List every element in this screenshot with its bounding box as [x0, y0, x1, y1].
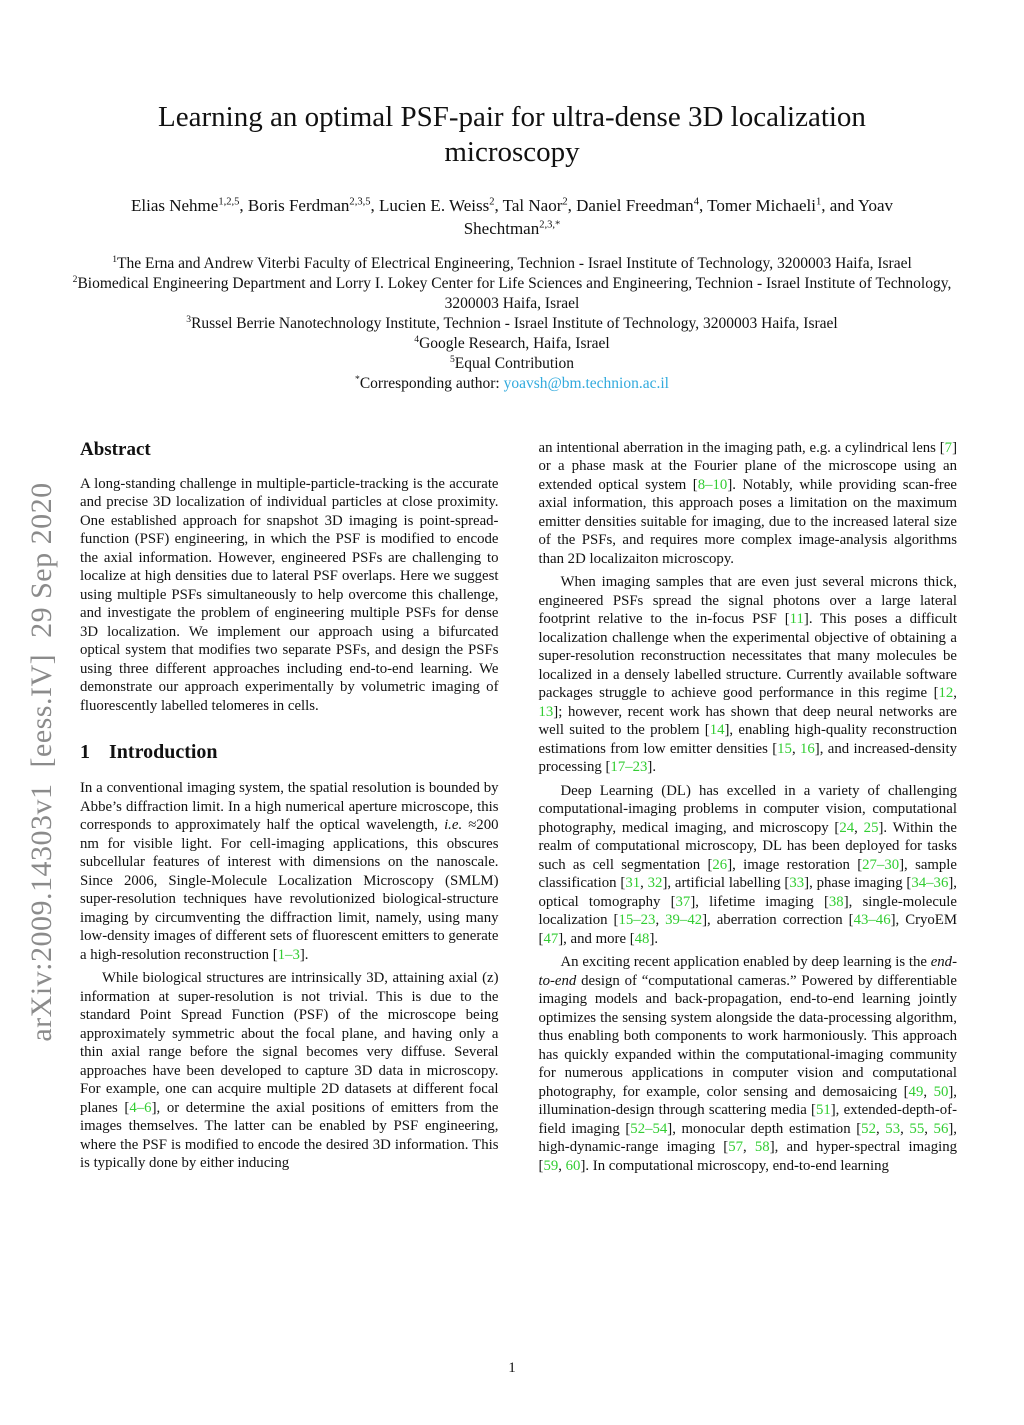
- author-affiliation-sup: 2,3,*: [539, 219, 561, 231]
- citation-link[interactable]: 12: [938, 685, 954, 702]
- citation-link[interactable]: 38: [828, 893, 844, 910]
- corresponding-author-email-link[interactable]: yoavsh@bm.technion.ac.il: [503, 375, 669, 393]
- author-affiliation-sup: 2,3,5: [349, 196, 371, 208]
- citation-link[interactable]: 52–54: [630, 1120, 668, 1137]
- paragraph: In a conventional imaging system, the spatial resolution is bounded by Abbe’s diffraction limit. In a high numerical aperture microscope, this corresponds to approximately half the optical wavelength, i.e. ≈200 nm for visible light. For cell-imaging applications, this obscures subcellular features of interest with dimensions on the nanoscale. Since 2006, Single-Molecule Localization Microscopy (SMLM) super-resolution techniques have revolutionized biological-structure imaging by circumventing the diffraction limit, namely, using many low-density images of different sets of fluorescent emitters to generate a high-resolution reconstruction [1–3].: [80, 780, 499, 963]
- citation-link[interactable]: 55: [909, 1120, 925, 1137]
- author-name: Elias Nehme$^{1,2,5}$: [130, 195, 240, 215]
- author-affiliation-sup: 1: [815, 196, 822, 208]
- citation-link[interactable]: 4–6: [129, 1099, 152, 1116]
- citation-link[interactable]: 26: [712, 856, 728, 873]
- author-line: [82, 195, 942, 241]
- author-name: , Tomer Michaeli$^1$: [698, 195, 822, 215]
- paragraph: Deep Learning (DL) has excelled in a variety of challenging computational-imaging problems in computer vision, computational photography, medical imaging, and microscopy [24, 25]. Within the realm of computational microscopy, DL has been deployed for tasks such as cell segmentation [26], image restoration [27–30], sample classification [31, 32], artificial labelling [33], phase imaging [34–36], optical tomography [37], lifetime imaging [38], single-molecule localization [15–23, 39–42], aberration correction [43–46], CryoEM [47], and more [48].: [538, 782, 957, 947]
- citation-link[interactable]: 48: [634, 930, 650, 947]
- author-name: , Tal Naor$^2$: [494, 195, 568, 215]
- author-name: , and Yoav Shechtman$^{2,3,*}$: [463, 195, 894, 238]
- left-column: [80, 439, 499, 1181]
- right-column: [539, 439, 958, 1181]
- author-affiliation-sup: 2: [562, 196, 568, 208]
- affiliation-line: $^5$Equal Contribution: [449, 354, 575, 373]
- citation-link[interactable]: 56: [933, 1120, 949, 1137]
- citation-link[interactable]: 8–10: [697, 476, 728, 493]
- citation-link[interactable]: 57: [728, 1139, 744, 1156]
- citation-link[interactable]: 51: [815, 1102, 831, 1119]
- citation-link[interactable]: 53: [885, 1120, 901, 1137]
- citation-link[interactable]: 32: [647, 875, 663, 892]
- paragraph: an intentional aberration in the imaging path, e.g. a cylindrical lens [7] or a phase mask at the Fourier plane of the microscope using an extended optical system [8–10]. Notably, while providing scan-free axial information, this approach poses a limitation on the maximum emitter densities suitable for imaging, due to the increased lateral size of the PSFs, and requires more complex image-analysis algorithms than 2D localizaiton microscopy.: [538, 439, 957, 567]
- citation-link[interactable]: 60: [565, 1157, 581, 1174]
- citation-link[interactable]: 39–42: [665, 912, 703, 929]
- affiliation-line: $^2$Biomedical Engineering Department and Lorry I. Lokey Center for Life Sciences and Engineering, Technion - Israel Institute of Technology, 3200003 Haifa, Israel: [72, 273, 952, 312]
- citation-link[interactable]: 25: [863, 819, 879, 836]
- citation-link[interactable]: 33: [789, 875, 805, 892]
- two-column-body: [0, 439, 1024, 1181]
- paragraph: When imaging samples that are even just several microns thick, engineered PSFs spread the signal photons over a large lateral footprint relative to the in-focus PSF [11]. This poses a difficult localization challenge when the experimental objective of obtaining a super-resolution reconstruction necessitates that many molecules be localized in a densely labelled structure. Currently available software packages struggle to achieve good performance in this regime [12, 13]; however, recent work has shown that deep neural networks are well suited to the problem [14], enabling high-quality reconstruction estimations from low emitter densities [15, 16], and increased-density processing [17–23].: [538, 574, 957, 776]
- citation-link[interactable]: 27–30: [862, 856, 900, 873]
- section-heading-introduction: 1 Introduction: [80, 741, 218, 764]
- citation-link[interactable]: 52: [861, 1120, 876, 1137]
- citation-link[interactable]: 50: [933, 1083, 949, 1100]
- paper-page: [0, 100, 1024, 1425]
- citation-link[interactable]: 43–46: [853, 912, 891, 929]
- page-number: 1: [508, 1360, 516, 1376]
- affiliations-block: [62, 254, 962, 395]
- abstract-heading: Abstract: [80, 438, 151, 460]
- citation-link[interactable]: 15: [777, 740, 792, 757]
- citation-link[interactable]: 47: [543, 930, 559, 947]
- affiliation-line: $^1$The Erna and Andrew Viterbi Faculty of Electrical Engineering, Technion - Israel Institute of Technology, 3200003 Haifa, Israel: [112, 253, 912, 272]
- author-affiliation-sup: 4: [693, 196, 699, 208]
- paragraph: While biological structures are intrinsically 3D, attaining axial (z) information at super-resolution is not trivial. This is due to the standard Point Spread Function (PSF) of the microscope being approximately symmetric about the focal plane, and having only a thin axial range before the signal becomes very diffuse. Several approaches have been developed to capture 3D data in microscopy. For example, one can acquire multiple 2D datasets at different focal planes [4–6], or determine the axial positions of emitters from the images themselves. The latter can be enabled by PSF engineering, where the PSF is modified to encode the desired 3D information. This is typically done by either inducing: [80, 970, 499, 1172]
- arxiv-watermark: arXiv:2009.14303v1 [eess.IV] 29 Sep 2020: [25, 482, 58, 1042]
- paragraph: An exciting recent application enabled by deep learning is the end-to-end design of “computational cameras.” Powered by differentiable imaging models and back-propagation, end-to-end learning jointly optimizes the sensing system alongside the data-processing algorithm, thus enabling both components to work harmoniously. This approach has quickly expanded within the computational-imaging community for numerous applications in computer vision and computational photography, for example, color sensing and demosaicing [49, 50], illumination-design through scattering media [51], extended-depth-of-field imaging [52–54], monocular depth estimation [52, 53, 55, 56], high-dynamic-range imaging [57, 58], and hyper-spectral imaging [59, 60]. In computational microscopy, end-to-end learning: [538, 954, 958, 1174]
- citation-link[interactable]: 16: [800, 740, 815, 757]
- citation-link[interactable]: 58: [754, 1139, 770, 1156]
- paper-title: Learning an optimal PSF-pair for ultra-dense 3D localization microscopy: [158, 101, 866, 169]
- citation-link[interactable]: 1–3: [277, 946, 300, 963]
- citation-link[interactable]: 37: [675, 893, 691, 910]
- author-name: , Boris Ferdman$^{2,3,5}$: [239, 195, 371, 215]
- citation-link[interactable]: 59: [543, 1157, 559, 1174]
- affiliation-line: $^3$Russel Berrie Nanotechnology Institute, Technion - Israel Institute of Technology, 3200003 Haifa, Israel: [186, 313, 838, 333]
- author-name: , Daniel Freedman$^4$: [567, 195, 699, 215]
- corresponding-author-line: *Corresponding author: yoavsh@bm.technion.ac.il: [355, 374, 669, 393]
- citation-link[interactable]: 17–23: [610, 759, 648, 776]
- abstract-paragraph: A long-standing challenge in multiple-particle-tracking is the accurate and precise 3D localization of individual particles at close proximity. One established approach for snapshot 3D imaging is point-spread-function (PSF) engineering, in which the PSF is modified to encode the axial information. However, engineered PSFs are challenging to localize at high densities due to lateral PSF overlaps. Here we suggest using multiple PSFs simultaneously to help overcome this challenge, and investigate the problem of engineering multiple PSFs for dense 3D localization. We implement our approach using a bifurcated optical system that modifies two separate PSFs, and design the PSFs using three different approaches including end-to-end learning. We demonstrate our approach experimentally by volumetric imaging of fluorescently labelled telomeres in cells.: [80, 475, 499, 714]
- author-name: , Lucien E. Weiss$^2$: [370, 195, 495, 215]
- author-affiliation-sup: 1,2,5: [218, 196, 240, 208]
- citation-link[interactable]: 31: [625, 875, 641, 892]
- citation-link[interactable]: 14: [709, 722, 725, 739]
- author-affiliation-sup: 2: [489, 196, 495, 208]
- citation-link[interactable]: 7: [944, 439, 953, 456]
- citation-link[interactable]: 34–36: [911, 875, 949, 892]
- citation-link[interactable]: 15–23: [618, 912, 656, 929]
- citation-link[interactable]: 11: [789, 611, 804, 628]
- citation-link[interactable]: 49: [908, 1083, 924, 1100]
- citation-link[interactable]: 13: [538, 703, 554, 720]
- affiliation-line: $^4$Google Research, Haifa, Israel: [414, 334, 610, 353]
- citation-link[interactable]: 24: [839, 819, 855, 836]
